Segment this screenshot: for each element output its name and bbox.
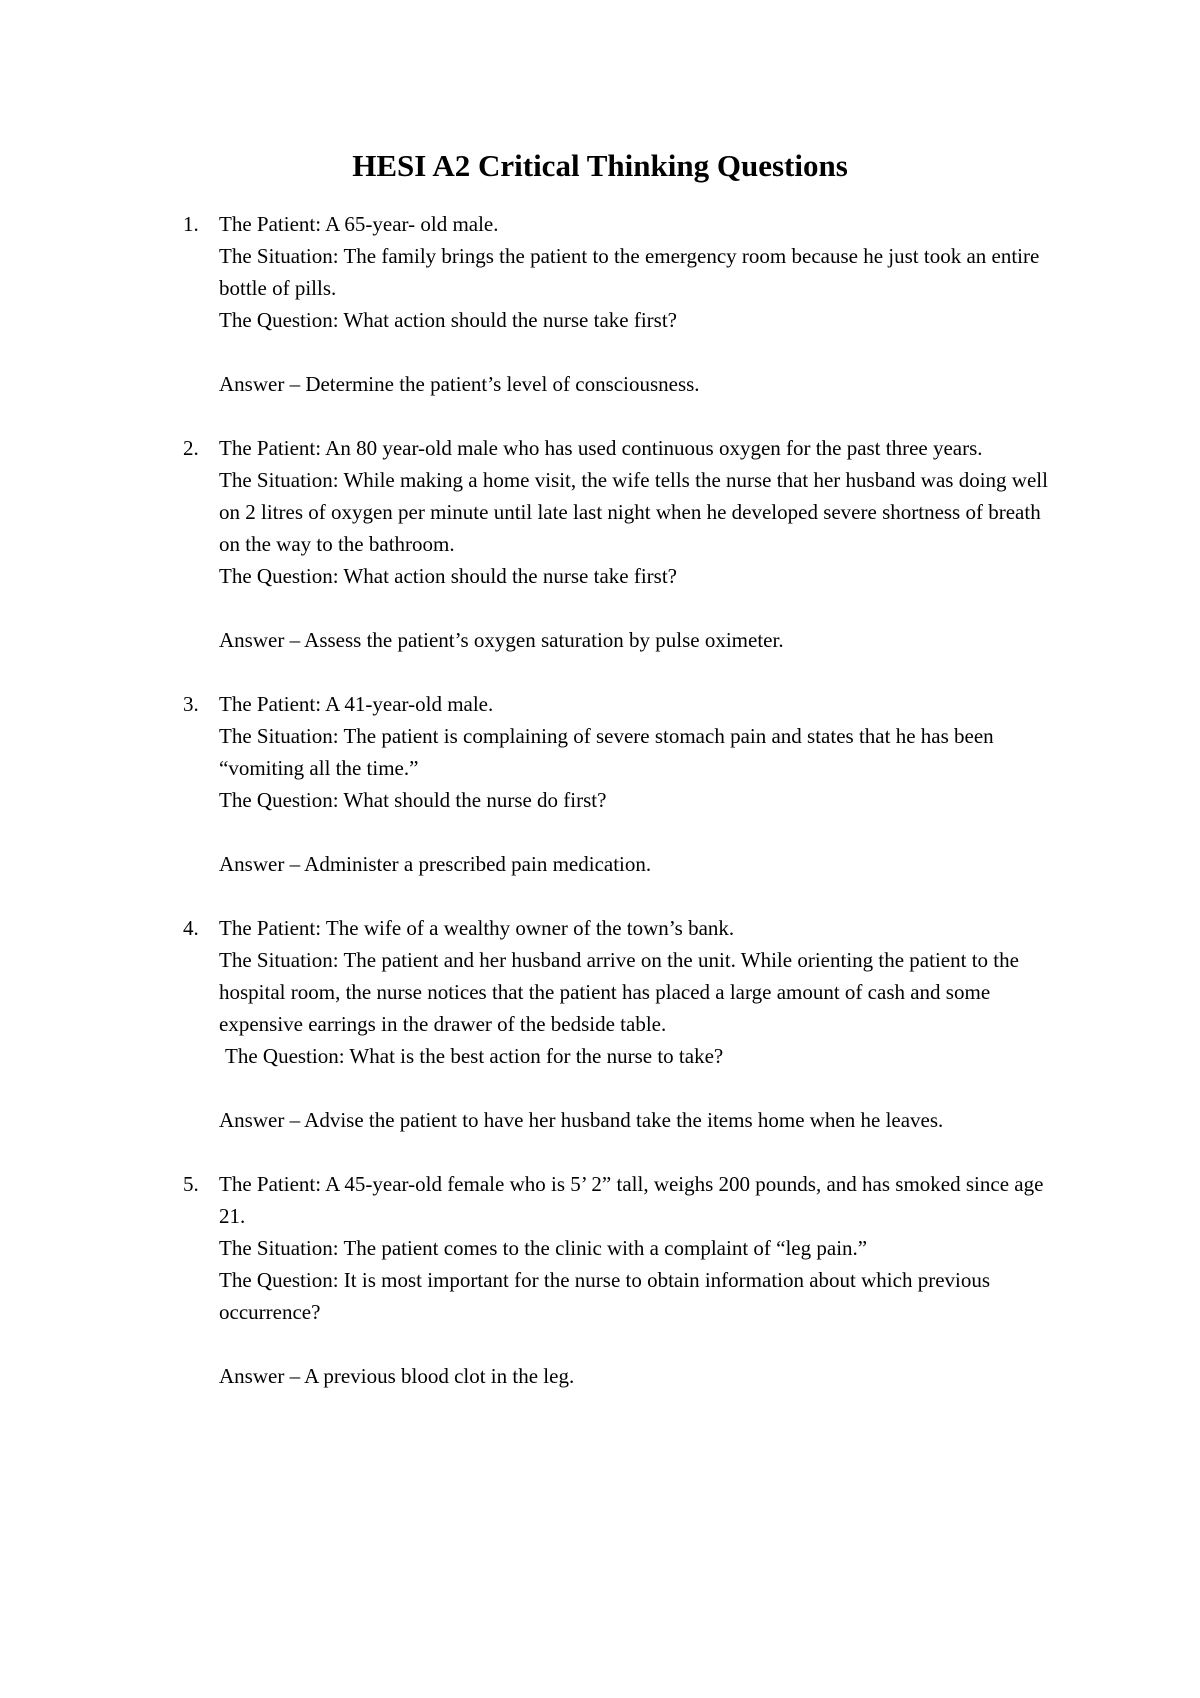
patient-text: The Patient: A 41-year-old male. <box>219 692 494 716</box>
question-number: 5. <box>183 1172 199 1196</box>
question-list <box>183 208 1063 1424</box>
situation-text: The Situation: The patient and her husband arrive on the unit. While orienting the patient to the hospital room, the nurse notices that the patient has placed a large amount of cash and some expensive earrings in the drawer of the bedside table. <box>219 948 1019 1036</box>
situation-text: The Situation: While making a home visit, the wife tells the nurse that her husband was doing well on 2 litres of oxygen per minute until late last night when he developed severe shortness of breath on the way to the bathroom. <box>219 468 1048 556</box>
answer-text: Answer – A previous blood clot in the leg. <box>219 1364 575 1388</box>
question-number: 3. <box>183 692 199 716</box>
page-title: HESI A2 Critical Thinking Questions <box>352 148 848 183</box>
answer-text: Answer – Assess the patient’s oxygen saturation by pulse oximeter. <box>219 628 784 652</box>
situation-text: The Situation: The patient is complaining of severe stomach pain and states that he has been “vomiting all the time.” <box>219 724 994 780</box>
patient-text: The Patient: A 65-year- old male. <box>219 212 499 236</box>
question-number: 4. <box>183 916 199 940</box>
patient-text: The Patient: An 80 year-old male who has used continuous oxygen for the past three years. <box>219 436 983 460</box>
patient-text: The Patient: A 45-year-old female who is 5’ 2” tall, weighs 200 pounds, and has smoked since age 21. <box>219 1172 1044 1228</box>
question-text: The Question: What is the best action for the nurse to take? <box>225 1044 724 1068</box>
situation-text: The Situation: The family brings the patient to the emergency room because he just took an entire bottle of pills. <box>219 244 1040 300</box>
situation-text: The Situation: The patient comes to the clinic with a complaint of “leg pain.” <box>219 1236 868 1260</box>
question-item-3 <box>183 688 1063 880</box>
question-item-5 <box>183 1168 1063 1392</box>
answer-text: Answer – Advise the patient to have her husband take the items home when he leaves. <box>219 1108 944 1132</box>
question-number: 2. <box>183 436 199 460</box>
answer-text: Answer – Administer a prescribed pain medication. <box>219 852 652 876</box>
question-text: The Question: What should the nurse do first? <box>219 788 607 812</box>
question-text: The Question: It is most important for the nurse to obtain information about which previous occurrence? <box>219 1268 991 1324</box>
question-text: The Question: What action should the nurse take first? <box>219 308 677 332</box>
answer-text: Answer – Determine the patient’s level of consciousness. <box>219 372 700 396</box>
question-item-1 <box>183 208 1063 400</box>
patient-text: The Patient: The wife of a wealthy owner of the town’s bank. <box>219 916 735 940</box>
question-item-4 <box>183 912 1063 1136</box>
question-text: The Question: What action should the nurse take first? <box>219 564 677 588</box>
question-number: 1. <box>183 212 199 236</box>
question-item-2 <box>183 432 1063 656</box>
